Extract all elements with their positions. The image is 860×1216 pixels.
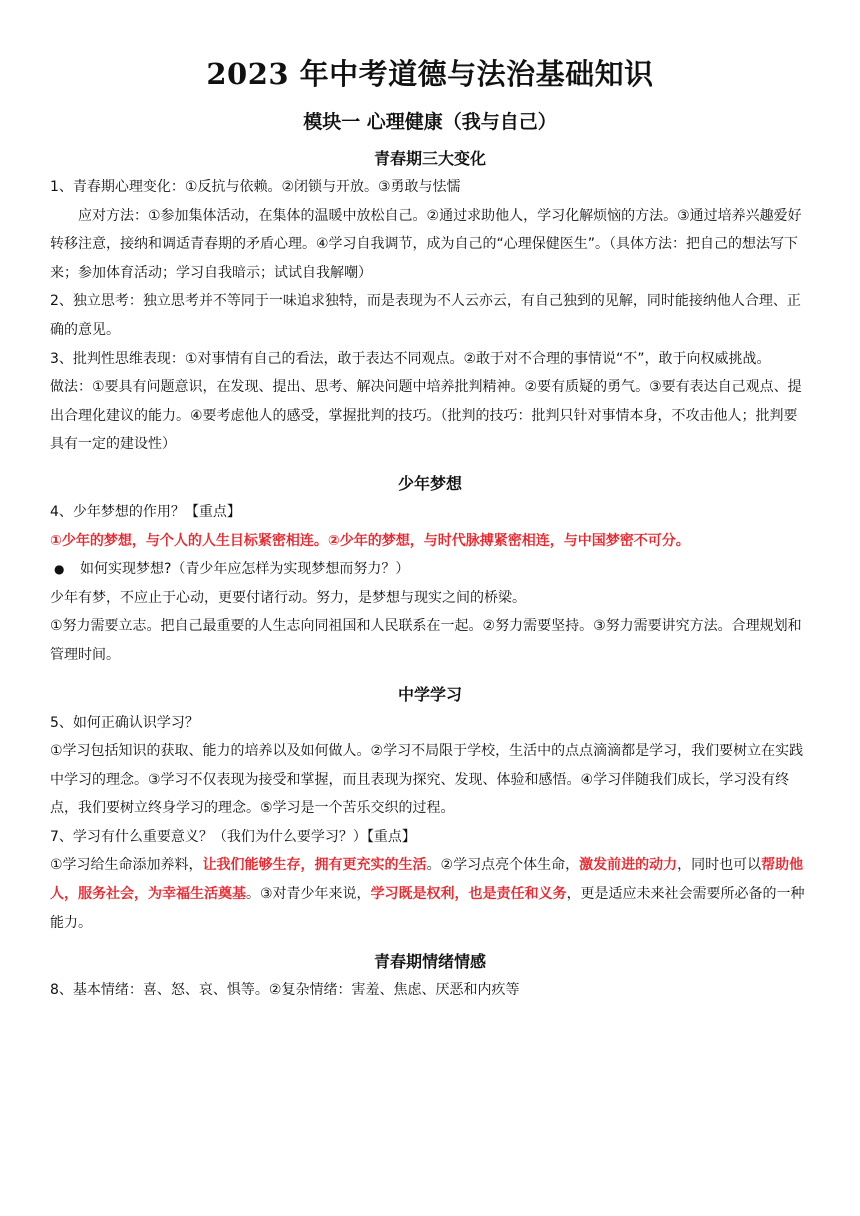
module-heading: 模块一 心理健康（我与自己） — [303, 111, 557, 133]
paragraph-coping-methods: 应对方法：①参加集体活动，在集体的温暖中放松自己。②通过求助他人，学习化解烦恼的方法。③通过培养兴趣爱好转移注意，接纳和调适青春期的矛盾心理。④学习自我调节，成为自己的“心理保健医生”。（具体方法：把自己的想法写下来；参加体育活动；学习自我暗示；试试自我解嘲） — [50, 207, 802, 281]
paragraph-dream-action: 少年有梦，不应止于心动，更要付诸行动。努力，是梦想与现实之间的桥梁。 — [50, 589, 526, 606]
section-heading-youth-dreams: 少年梦想 — [397, 473, 462, 493]
answer-text: ，同时也可以 — [677, 857, 762, 874]
paragraph-effort: ①努力需要立志。把自己最重要的人生志向同祖国和人民联系在一起。②努力需要坚持。③努力需要讲究方法。合理规划和管理时间。 — [50, 618, 802, 663]
document-page — [50, 52, 810, 1005]
highlight-text: 让我们能够生存，拥有更充实的生活 — [202, 857, 427, 874]
paragraph-critical-thinking: 3、批判性思维表现：①对事情有自己的看法，敢于表达不同观点。②敢于对不合理的事情说“不”，敢于向权威挑战。 — [50, 350, 771, 367]
answer-understand-learning: ①学习包括知识的获取、能力的培养以及如何做人。②学习不局限于学校，生活中的点点滴滴都是学习，我们要树立在实践中学习的理念。③学习不仅表现为接受和掌握，而且表现为探究、发现、体验和感悟。④学习伴随我们成长，学习没有终点，我们要树立终身学习的理念。⑤学习是一个苦乐交织的过程。 — [50, 743, 804, 817]
document-title: 2023 年中考道德与法治基础知识 — [206, 57, 654, 91]
paragraph-basic-emotions: 8、基本情绪：喜、怒、哀、惧等。②复杂情绪：害羞、焦虑、厌恶和内疚等 — [50, 982, 520, 999]
answer-text: ①学习给生命添加养料， — [50, 857, 203, 874]
section-heading-adolescence-changes: 青春期三大变化 — [373, 149, 486, 168]
question-understand-learning: 5、如何正确认识学习？ — [50, 714, 199, 731]
bullet-text: 如何实现梦想?（青少年应怎样为实现梦想而努力？） — [80, 561, 410, 578]
answer-dream-role: ①少年的梦想，与个人的人生目标紧密相连。②少年的梦想，与时代脉搏紧密相连，与中国梦密不可分。 — [50, 532, 690, 549]
answer-text: 。②学习点亮个体生命， — [426, 857, 580, 874]
highlight-text: 帮助他人，服务社会，为幸福生活奠基 — [50, 857, 804, 903]
question-dream-role: 4、少年梦想的作用？【重点】 — [50, 503, 241, 520]
section-heading-middle-school-study: 中学学习 — [397, 684, 462, 704]
answer-learning-meaning — [50, 851, 810, 937]
highlight-text: 学习既是权利，也是责任和义务 — [370, 886, 567, 903]
answer-text: ，更是适应未来社会需要所必备的一种能力。 — [50, 886, 805, 931]
paragraph-critical-methods: 做法：①要具有问题意识，在发现、提出、思考、解决问题中培养批判精神。②要有质疑的勇气。③要有表达自己观点、提出合理化建议的能力。④要考虑他人的感受，掌握批判的技巧。（批判的技巧：批判只针对事情本身，不攻击他人；批判要具有一定的建设性） — [50, 379, 802, 453]
question-learning-meaning: 7、学习有什么重要意义？（我们为什么要学习？）【重点】 — [50, 828, 416, 845]
highlight-text: 激发前进的动力 — [579, 857, 678, 874]
answer-text: 。③对青少年来说， — [246, 886, 371, 903]
bullet-item-realize-dream — [50, 555, 810, 584]
bullet-dot-icon: ● — [54, 562, 65, 577]
paragraph-independent-thinking: 2、独立思考：独立思考并不等同于一味追求独特，而是表现为不人云亦云，有自己独到的见解，同时能接纳他人合理、正确的意见。 — [50, 293, 801, 338]
section-heading-emotions: 青春期情绪情感 — [373, 952, 486, 972]
paragraph-psych-changes: 1、青春期心理变化：①反抗与依赖。②闭锁与开放。③勇敢与怯懦 — [50, 179, 461, 195]
